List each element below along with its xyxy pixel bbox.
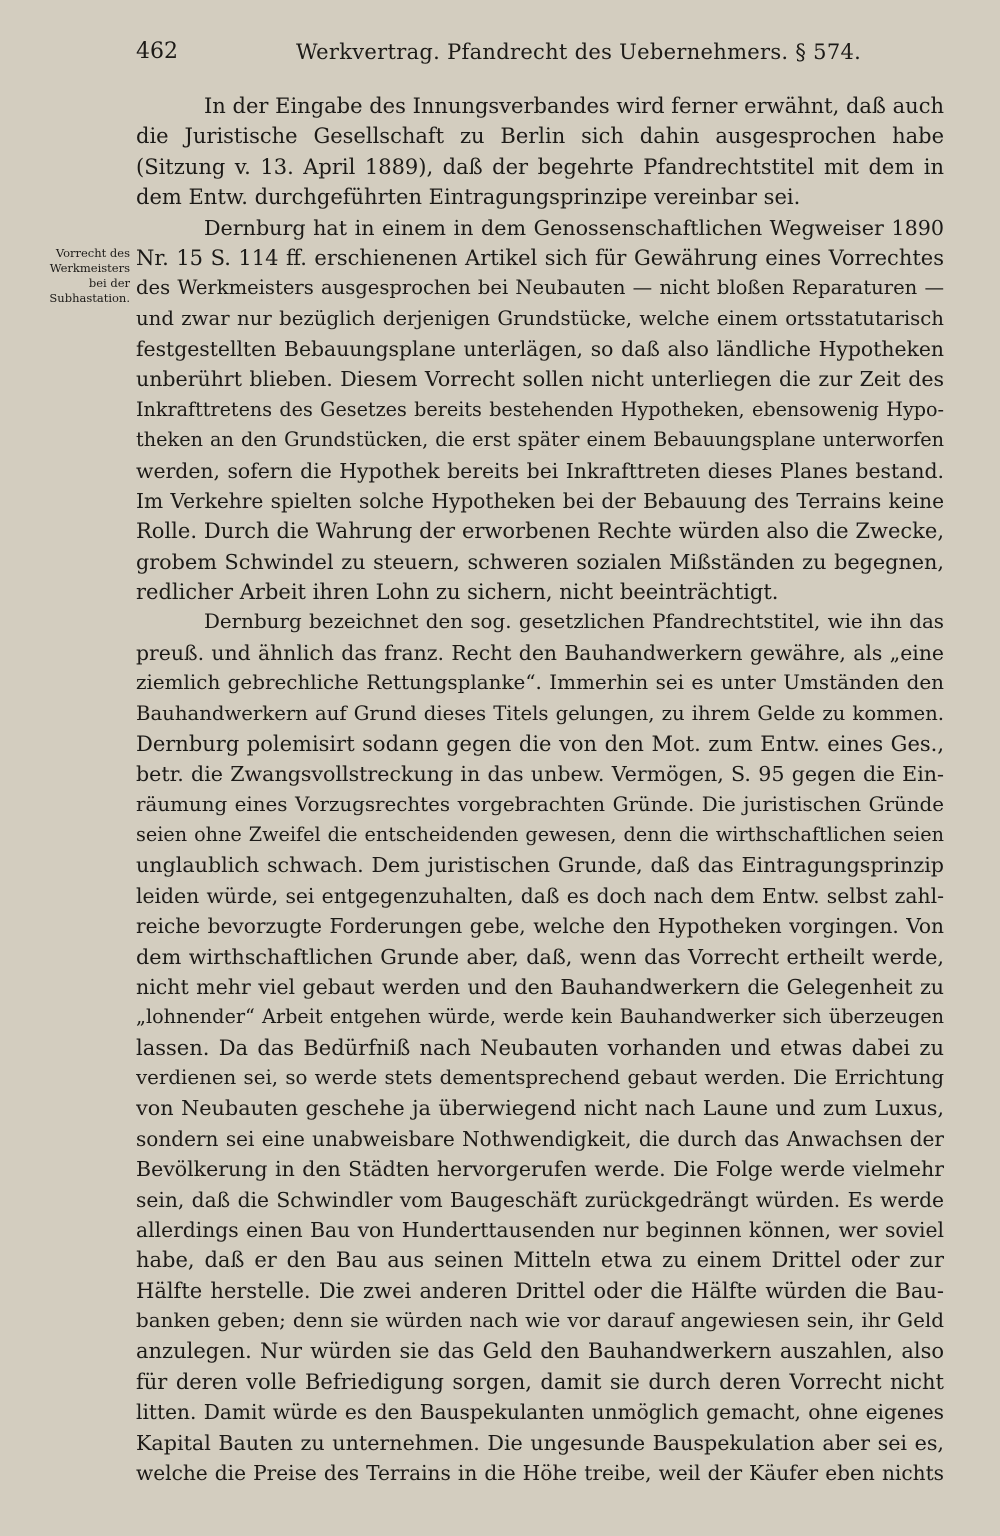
text-line: Rolle. Durch die Wahrung der erworbenen Rechte würden also die Zwecke, <box>136 519 944 544</box>
text-line: anzulegen. Nur würden sie das Geld den Bauhandwerkern auszahlen, also <box>136 1339 944 1364</box>
text-line: sein, daß die Schwindler vom Baugeschäft zurückgedrängt würden. Es werde <box>136 1187 944 1212</box>
text-line: werden, sofern die Hypothek bereits bei Inkrafttreten dieses Planes bestand. <box>136 458 944 483</box>
text-line: unglaublich schwach. Dem juristischen Grunde, daß das Eintragungsprinzip <box>136 853 944 878</box>
text-line: Nr. 15 S. 114 ff. erschienenen Artikel sich für Gewährung eines Vorrechtes <box>136 245 944 270</box>
text-line: nicht mehr viel gebaut werden und den Bauhandwerkern die Gelegenheit zu <box>136 974 944 999</box>
text-line: unberührt blieben. Diesem Vorrecht sollen nicht unterliegen die zur Zeit des <box>136 367 944 392</box>
text-line: Kapital Bauten zu unternehmen. Die ungesunde Bauspekulation aber sei es, <box>136 1430 944 1455</box>
text-line: Dernburg hat in einem in dem Genossenschaftlichen Wegweiser 1890 <box>204 215 944 240</box>
text-line: festgestellten Bebauungsplane unterlägen, so daß also ländliche Hypotheken <box>136 337 944 361</box>
text-line: seien ohne Zweifel die entscheidenden gewesen, denn die wirthschaftlichen seien <box>136 823 944 846</box>
margin-note-line: bei der <box>88 276 130 290</box>
text-line: Dernburg polemisirt sodann gegen die von den Mot. zum Entw. eines Ges., <box>136 731 944 756</box>
text-line: lassen. Da das Bedürfniß nach Neubauten vorhanden und etwas dabei zu <box>136 1035 944 1060</box>
text-line: Dernburg bezeichnet den sog. gesetzlichen Pfandrechtstitel, wie ihn das <box>204 610 944 634</box>
text-line: dem wirthschaftlichen Grunde aber, daß, wenn das Vorrecht ertheilt werde, <box>136 944 944 969</box>
text-line: Bevölkerung in den Städten hervorgerufen werde. Die Folge werde vielmehr <box>136 1157 944 1182</box>
text-line: betr. die Zwangsvollstreckung in das unbew. Vermögen, S. 95 gegen die Ein- <box>136 762 944 787</box>
text-line: Inkrafttretens des Gesetzes bereits bestehenden Hypotheken, ebensowenig Hypo- <box>136 397 944 421</box>
body-text <box>136 91 944 1488</box>
text-line: reiche bevorzugte Forderungen gebe, welche den Hypotheken vorgingen. Von <box>136 914 944 939</box>
text-line: welche die Preise des Terrains in die Höhe treibe, weil der Käufer eben nichts <box>136 1460 944 1485</box>
text-line: (Sitzung v. 13. April 1889), daß der begehrte Pfandrechtstitel mit dem in <box>136 154 944 179</box>
text-line: preuß. und ähnlich das franz. Recht den Bauhandwerkern gewähre, als „eine <box>136 640 944 665</box>
text-line: des Werkmeisters ausgesprochen bei Neubauten — nicht bloßen Reparaturen — <box>136 276 944 300</box>
text-line: theken an den Grundstücken, die erst später einem Bebauungsplane unterworfen <box>136 428 944 452</box>
text-line: „lohnender“ Arbeit entgehen würde, werde kein Bauhandwerker sich überzeugen <box>136 1005 944 1029</box>
text-line: verdienen sei, so werde stets dementsprechend gebaut werden. Die Errichtung <box>136 1066 944 1089</box>
page-number: 462 <box>136 39 178 64</box>
text-line: sondern sei eine unabweisbare Nothwendigkeit, die durch das Anwachsen der <box>136 1126 944 1151</box>
page-header <box>136 38 944 66</box>
text-line: banken geben; denn sie würden nach wie vor darauf angewiesen sein, ihr Geld <box>136 1309 944 1332</box>
text-line: und zwar nur bezüglich derjenigen Grundstücke, welche einem ortsstatutarisch <box>136 306 944 330</box>
text-line: räumung eines Vorzugsrechtes vorgebrachten Gründe. Die juristischen Gründe <box>136 792 944 816</box>
text-line: litten. Damit würde es den Bauspekulanten unmöglich gemacht, ohne eigenes <box>136 1400 944 1425</box>
text-line: von Neubauten geschehe ja überwiegend nicht nach Laune und zum Luxus, <box>136 1096 944 1121</box>
text-line: die Juristische Gesellschaft zu Berlin sich dahin ausgesprochen habe <box>136 124 944 149</box>
text-line: Bauhandwerkern auf Grund dieses Titels gelungen, zu ihrem Gelde zu kommen. <box>136 701 944 725</box>
text-line: ziemlich gebrechliche Rettungsplanke“. Immerhin sei es unter Umständen den <box>136 671 944 695</box>
text-line: dem Entw. durchgeführten Eintragungsprinzipe vereinbar sei. <box>136 185 801 210</box>
text-line: In der Eingabe des Innungsverbandes wird ferner erwähnt, daß auch <box>204 94 944 118</box>
margin-note-line: Subhastation. <box>49 291 130 305</box>
text-line: für deren volle Befriedigung sorgen, damit sie durch deren Vorrecht nicht <box>136 1369 944 1394</box>
margin-note-line: Vorrecht des <box>55 246 130 260</box>
text-line: Hälfte herstelle. Die zwei anderen Drittel oder die Hälfte würden die Bau- <box>136 1278 944 1303</box>
margin-note-line: Werkmeisters <box>49 261 130 275</box>
text-line: allerdings einen Bau von Hunderttausenden nur beginnen können, wer soviel <box>136 1217 944 1242</box>
text-line: grobem Schwindel zu steuern, schweren sozialen Mißständen zu begegnen, <box>136 549 944 574</box>
text-line: leiden würde, sei entgegenzuhalten, daß es doch nach dem Entw. selbst zahl- <box>136 883 944 908</box>
text-line: habe, daß er den Bau aus seinen Mitteln etwa zu einem Drittel oder zur <box>136 1248 944 1273</box>
text-line: redlicher Arbeit ihren Lohn zu sichern, nicht beeinträchtigt. <box>136 580 779 604</box>
margin-note <box>24 246 130 306</box>
running-head: Werkvertrag. Pfandrecht des Uebernehmers. § 574. <box>296 40 862 64</box>
text-line: Im Verkehre spielten solche Hypotheken bei der Bebauung des Terrains keine <box>136 488 944 513</box>
